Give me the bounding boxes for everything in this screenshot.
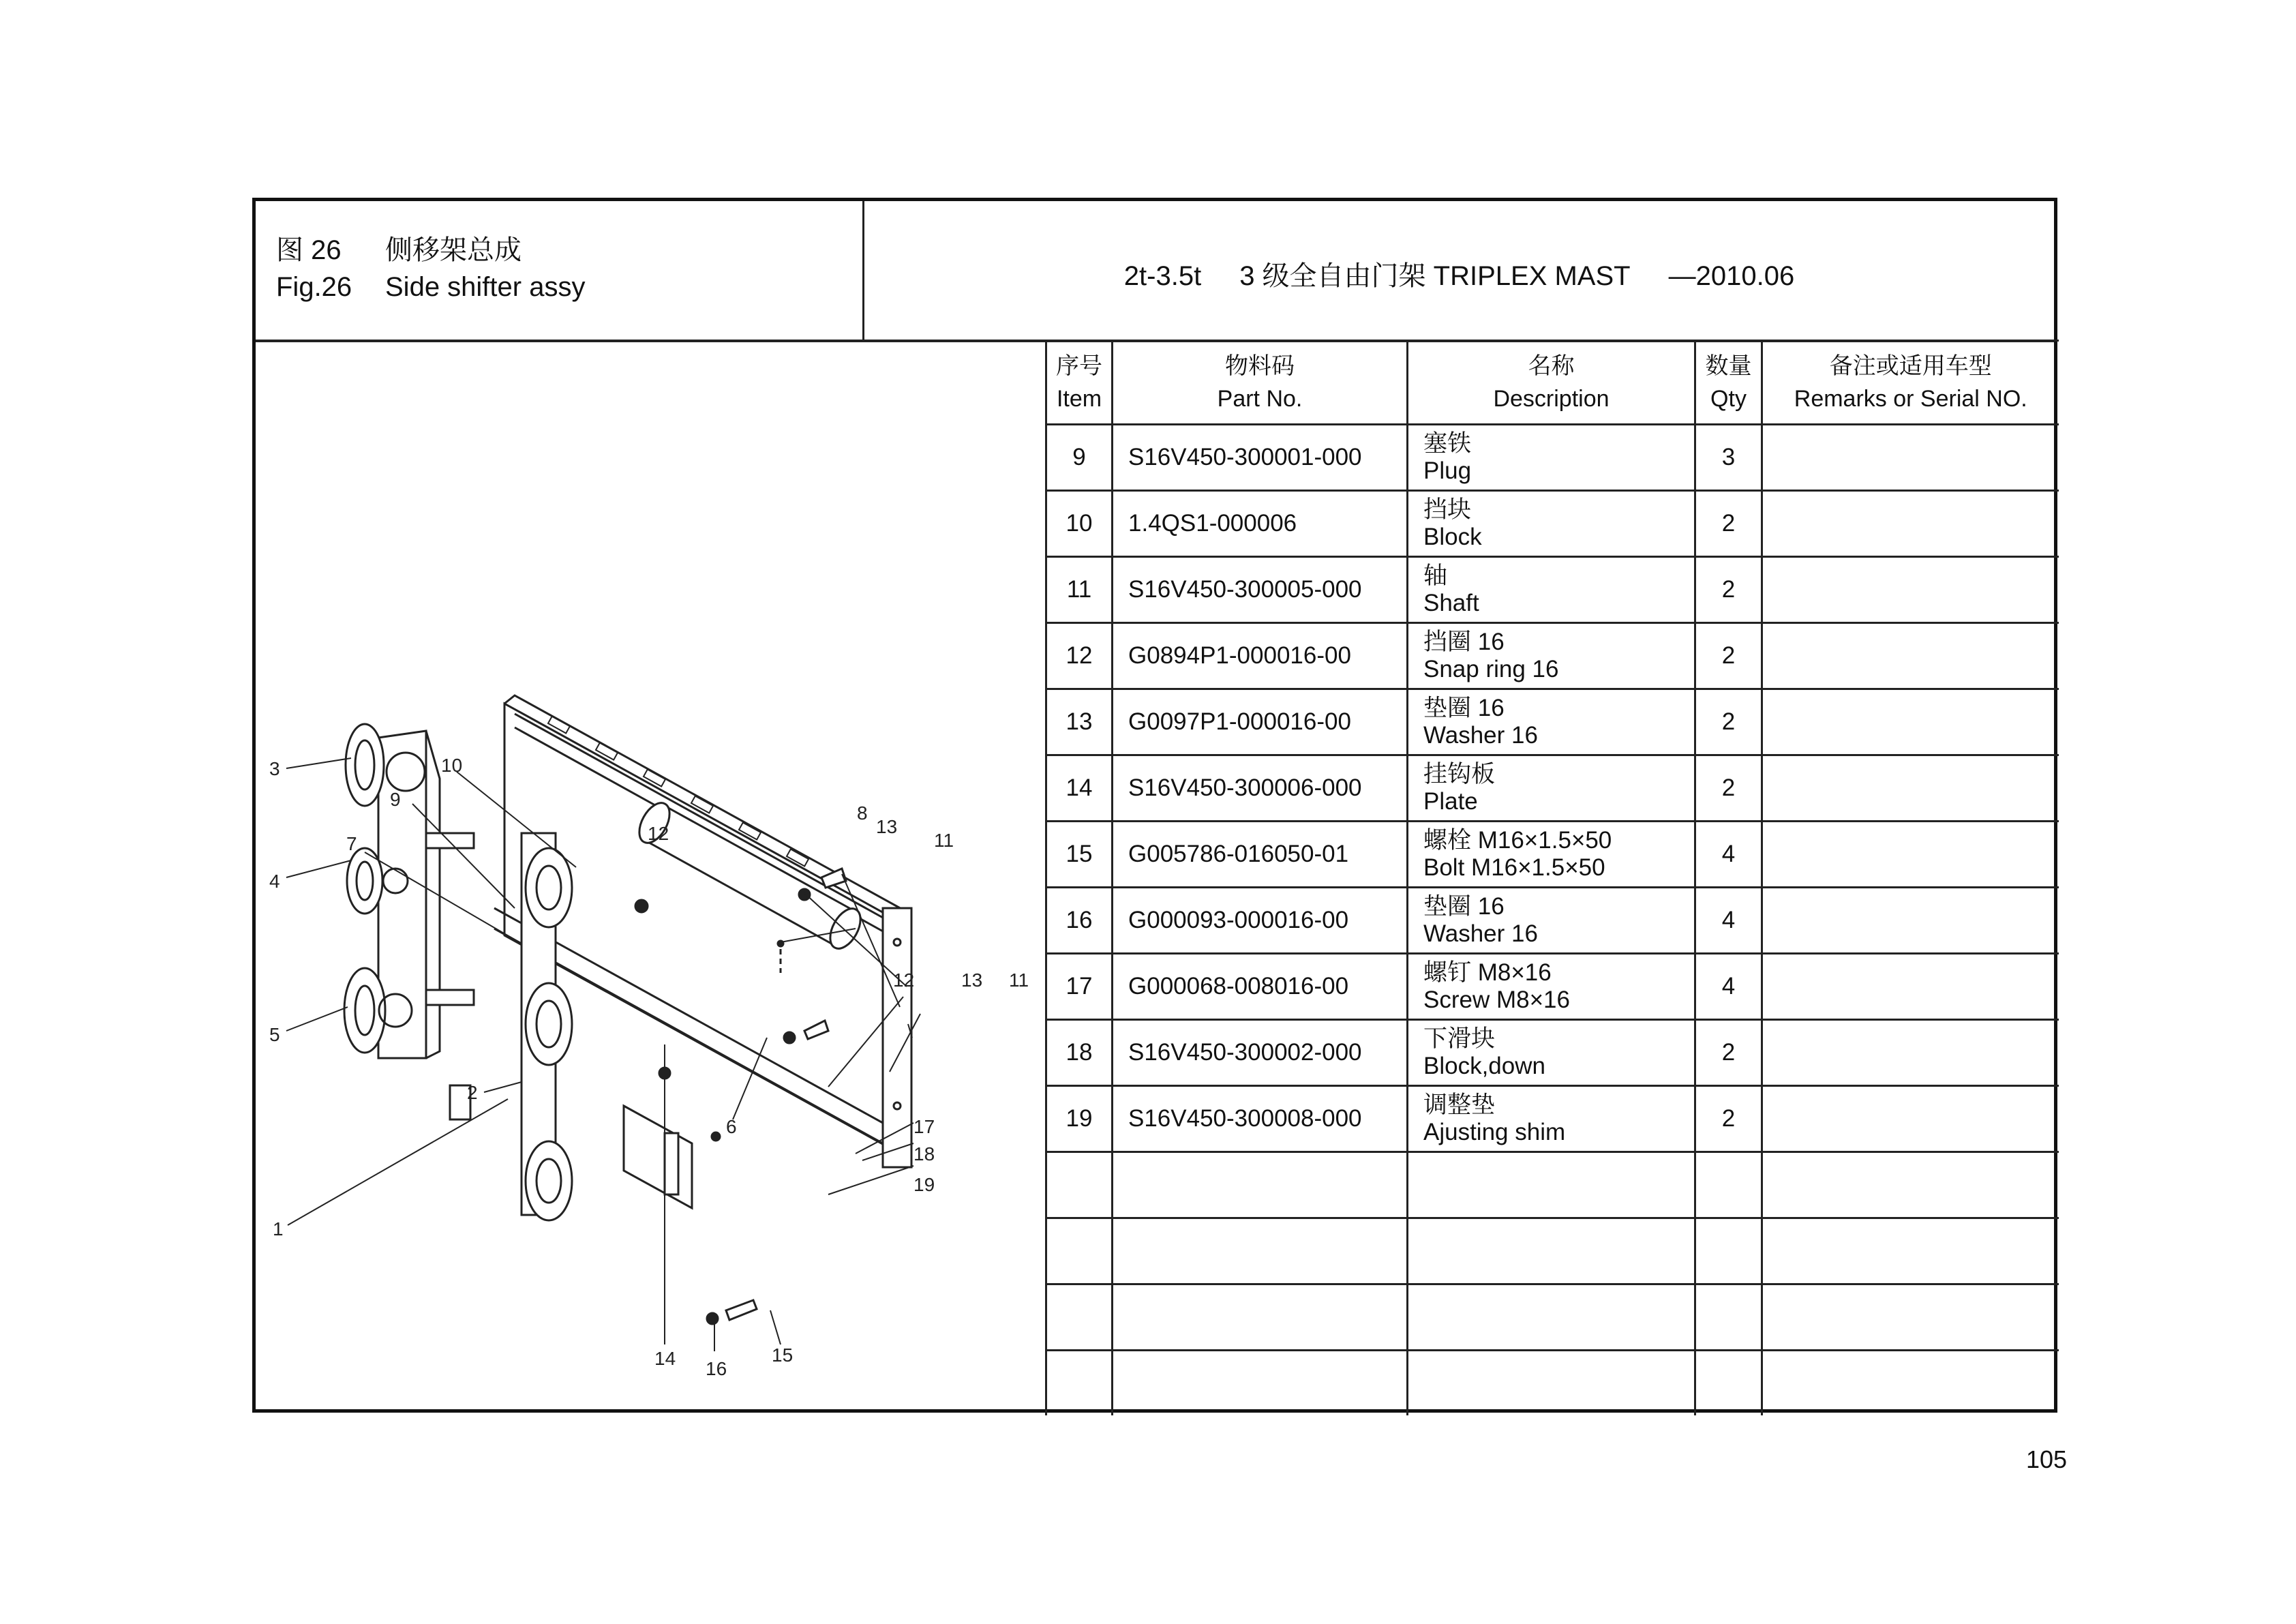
cell-qty bbox=[1695, 1351, 1762, 1416]
cell-item: 12 bbox=[1046, 623, 1113, 689]
cell-description bbox=[1408, 1351, 1695, 1416]
cell-part-no bbox=[1113, 1284, 1408, 1351]
cell-remarks bbox=[1762, 954, 2059, 1020]
callout-2: 2 bbox=[467, 1082, 478, 1103]
cell-remarks bbox=[1762, 425, 2059, 491]
cell-item bbox=[1046, 1351, 1113, 1416]
column-header-item: 序号 Item bbox=[1046, 341, 1113, 425]
cell-description bbox=[1408, 1152, 1695, 1218]
cell-part-no: S16V450-300008-000 bbox=[1113, 1086, 1408, 1152]
cell-remarks bbox=[1762, 755, 2059, 822]
cell-qty bbox=[1695, 1152, 1762, 1218]
callout-12b: 12 bbox=[893, 969, 915, 991]
cell-part-no: G0894P1-000016-00 bbox=[1113, 623, 1408, 689]
table-row bbox=[1046, 1086, 2059, 1152]
table-row bbox=[1046, 888, 2059, 954]
cell-description bbox=[1408, 1218, 1695, 1284]
cell-part-no: G005786-016050-01 bbox=[1113, 822, 1408, 888]
description-cn: 下滑块 bbox=[1423, 1025, 1496, 1052]
figure-number-cn: 图 26 bbox=[276, 235, 342, 265]
cell-remarks bbox=[1762, 1152, 2059, 1218]
model-line bbox=[864, 254, 2054, 293]
table-row bbox=[1046, 1284, 2059, 1351]
description-en: Bolt M16×1.5×50 bbox=[1423, 854, 1605, 881]
cell-description bbox=[1408, 755, 1695, 822]
cell-qty: 4 bbox=[1695, 954, 1762, 1020]
description-cn: 螺栓 M16×1.5×50 bbox=[1423, 827, 1612, 854]
cell-part-no bbox=[1113, 1218, 1408, 1284]
description-cn: 垫圈 16 bbox=[1423, 695, 1505, 721]
cell-remarks bbox=[1762, 689, 2059, 755]
description-cn: 挡块 bbox=[1423, 496, 1472, 523]
cell-item: 19 bbox=[1046, 1086, 1113, 1152]
callout-13b: 13 bbox=[961, 969, 983, 991]
side-shifter-drawing bbox=[256, 342, 1045, 1413]
cell-item: 15 bbox=[1046, 822, 1113, 888]
cell-item bbox=[1046, 1218, 1113, 1284]
column-header-description: 名称 Description bbox=[1408, 341, 1695, 425]
cell-item: 14 bbox=[1046, 755, 1113, 822]
description-en: Ajusting shim bbox=[1423, 1119, 1566, 1145]
table-row bbox=[1046, 1020, 2059, 1086]
table-row bbox=[1046, 755, 2059, 822]
callout-19: 19 bbox=[913, 1174, 935, 1195]
callout-13a: 13 bbox=[876, 816, 898, 837]
cell-remarks bbox=[1762, 822, 2059, 888]
callout-14: 14 bbox=[654, 1348, 676, 1369]
cell-part-no bbox=[1113, 1152, 1408, 1218]
table-row bbox=[1046, 1218, 2059, 1284]
cell-part-no: G0097P1-000016-00 bbox=[1113, 689, 1408, 755]
cell-description bbox=[1408, 1020, 1695, 1086]
table-row bbox=[1046, 623, 2059, 689]
model-tonnage: 2t-3.5t bbox=[1123, 261, 1202, 291]
cell-part-no: 1.4QS1-000006 bbox=[1113, 491, 1408, 557]
callout-18: 18 bbox=[913, 1143, 935, 1164]
callout-15: 15 bbox=[772, 1344, 794, 1366]
cell-remarks bbox=[1762, 1284, 2059, 1351]
cell-item: 16 bbox=[1046, 888, 1113, 954]
parts-page-frame bbox=[252, 198, 2057, 1413]
cell-qty bbox=[1695, 1284, 1762, 1351]
cell-description bbox=[1408, 689, 1695, 755]
cell-remarks bbox=[1762, 1086, 2059, 1152]
cell-qty: 2 bbox=[1695, 491, 1762, 557]
cell-remarks bbox=[1762, 623, 2059, 689]
table-row bbox=[1046, 689, 2059, 755]
description-cn: 螺钉 M8×16 bbox=[1423, 959, 1552, 986]
cell-item: 9 bbox=[1046, 425, 1113, 491]
cell-description bbox=[1408, 557, 1695, 623]
page-number: 105 bbox=[2026, 1445, 2068, 1473]
description-en: Block bbox=[1423, 524, 1482, 550]
callout-8: 8 bbox=[857, 802, 868, 824]
description-en: Washer 16 bbox=[1423, 920, 1538, 947]
description-cn: 轴 bbox=[1423, 562, 1448, 589]
cell-part-no: S16V450-300002-000 bbox=[1113, 1020, 1408, 1086]
figure-number-en: Fig.26 bbox=[276, 272, 352, 302]
callout-11a: 11 bbox=[934, 830, 954, 851]
cell-item: 10 bbox=[1046, 491, 1113, 557]
cell-description bbox=[1408, 888, 1695, 954]
cell-qty: 4 bbox=[1695, 888, 1762, 954]
callout-3: 3 bbox=[269, 758, 280, 779]
model-date: —2010.06 bbox=[1668, 261, 1795, 291]
description-cn: 挂钩板 bbox=[1423, 761, 1496, 787]
cell-qty: 3 bbox=[1695, 425, 1762, 491]
cell-description bbox=[1408, 1086, 1695, 1152]
cell-remarks bbox=[1762, 491, 2059, 557]
cell-remarks bbox=[1762, 1218, 2059, 1284]
figure-name-cn: 侧移架总成 bbox=[385, 235, 522, 265]
table-row bbox=[1046, 1152, 2059, 1218]
callout-1: 1 bbox=[273, 1218, 284, 1239]
cell-part-no: S16V450-300006-000 bbox=[1113, 755, 1408, 822]
cell-remarks bbox=[1762, 1351, 2059, 1416]
cell-item: 17 bbox=[1046, 954, 1113, 1020]
cell-description bbox=[1408, 1284, 1695, 1351]
description-cn: 调整垫 bbox=[1423, 1092, 1496, 1118]
callout-10: 10 bbox=[441, 755, 463, 776]
page-header bbox=[256, 201, 2054, 342]
table-row bbox=[1046, 425, 2059, 491]
description-en: Plate bbox=[1423, 788, 1478, 815]
callout-12a: 12 bbox=[648, 823, 669, 844]
column-header-part-no: 物料码 Part No. bbox=[1113, 341, 1408, 425]
callout-11b: 11 bbox=[1009, 969, 1029, 991]
table-row bbox=[1046, 557, 2059, 623]
description-cn: 塞铁 bbox=[1423, 430, 1472, 457]
table-row bbox=[1046, 822, 2059, 888]
description-cn: 垫圈 16 bbox=[1423, 893, 1505, 920]
cell-qty: 2 bbox=[1695, 557, 1762, 623]
figure-name-en: Side shifter assy bbox=[385, 272, 586, 302]
cell-qty: 2 bbox=[1695, 623, 1762, 689]
cell-description bbox=[1408, 954, 1695, 1020]
cell-qty: 2 bbox=[1695, 1086, 1762, 1152]
cell-item: 11 bbox=[1046, 557, 1113, 623]
table-row bbox=[1046, 491, 2059, 557]
callout-7: 7 bbox=[346, 833, 357, 854]
table-row bbox=[1046, 1351, 2059, 1416]
description-en: Washer 16 bbox=[1423, 722, 1538, 749]
figure-title-cn bbox=[276, 228, 522, 267]
parts-table bbox=[1045, 340, 2059, 1415]
callout-6: 6 bbox=[726, 1116, 737, 1137]
cell-qty: 4 bbox=[1695, 822, 1762, 888]
model-mast: 3 级全自由门架 TRIPLEX MAST bbox=[1239, 261, 1631, 291]
figure-title-block bbox=[256, 201, 864, 340]
cell-description bbox=[1408, 822, 1695, 888]
cell-description bbox=[1408, 491, 1695, 557]
cell-part-no bbox=[1113, 1351, 1408, 1416]
column-header-qty: 数量 Qty bbox=[1695, 341, 1762, 425]
description-en: Shaft bbox=[1423, 590, 1479, 616]
figure-title-en bbox=[276, 272, 585, 303]
callout-17: 17 bbox=[913, 1116, 935, 1137]
cell-item: 13 bbox=[1046, 689, 1113, 755]
exploded-diagram bbox=[256, 342, 1045, 1413]
cell-item: 18 bbox=[1046, 1020, 1113, 1086]
column-header-remarks: 备注或适用车型 Remarks or Serial NO. bbox=[1762, 341, 2059, 425]
cell-qty: 2 bbox=[1695, 689, 1762, 755]
cell-qty bbox=[1695, 1218, 1762, 1284]
cell-item bbox=[1046, 1284, 1113, 1351]
cell-qty: 2 bbox=[1695, 755, 1762, 822]
callout-16: 16 bbox=[706, 1358, 727, 1379]
description-cn: 挡圈 16 bbox=[1423, 629, 1505, 655]
description-en: Screw M8×16 bbox=[1423, 987, 1570, 1013]
cell-part-no: S16V450-300005-000 bbox=[1113, 557, 1408, 623]
cell-description bbox=[1408, 425, 1695, 491]
cell-part-no: G000068-008016-00 bbox=[1113, 954, 1408, 1020]
description-en: Plug bbox=[1423, 457, 1472, 484]
cell-remarks bbox=[1762, 557, 2059, 623]
table-row bbox=[1046, 954, 2059, 1020]
description-en: Block,down bbox=[1423, 1053, 1545, 1079]
callout-5: 5 bbox=[269, 1024, 280, 1045]
table-header-row bbox=[1046, 341, 2059, 425]
cell-description bbox=[1408, 623, 1695, 689]
cell-part-no: G000093-000016-00 bbox=[1113, 888, 1408, 954]
cell-qty: 2 bbox=[1695, 1020, 1762, 1086]
description-en: Snap ring 16 bbox=[1423, 656, 1559, 682]
callout-4: 4 bbox=[269, 871, 280, 892]
cell-remarks bbox=[1762, 888, 2059, 954]
callout-9: 9 bbox=[390, 789, 401, 810]
cell-item bbox=[1046, 1152, 1113, 1218]
cell-remarks bbox=[1762, 1020, 2059, 1086]
model-info-block bbox=[864, 201, 2054, 340]
cell-part-no: S16V450-300001-000 bbox=[1113, 425, 1408, 491]
